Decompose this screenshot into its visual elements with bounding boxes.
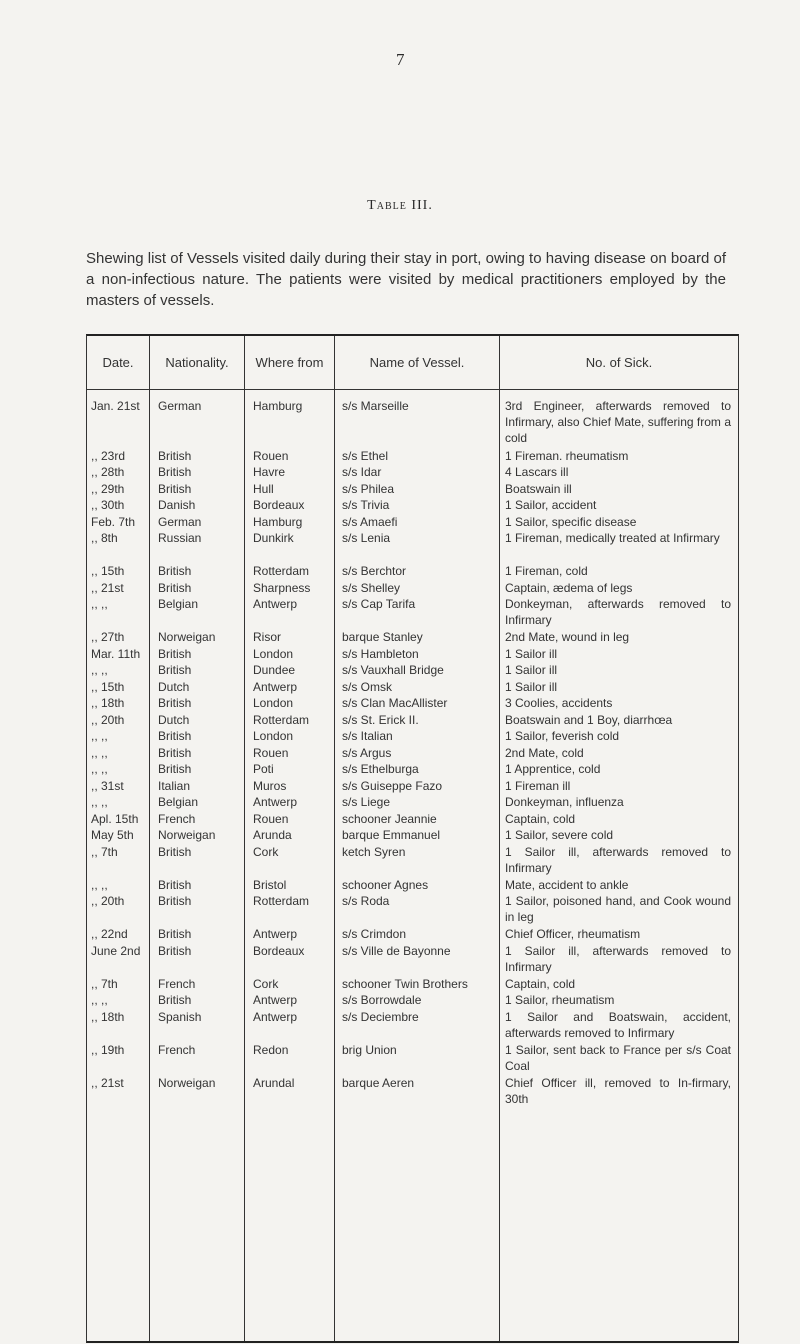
cell-sick: 1 Fireman, cold: [505, 564, 588, 578]
cell-date: ,, 28th: [91, 465, 125, 479]
header-vessel-name: Name of Vessel.: [369, 355, 465, 370]
cell-vessel: schooner Twin Brothers: [342, 976, 468, 991]
cell-from: Arundal: [253, 1075, 295, 1090]
cell-from: Hull: [253, 481, 274, 496]
cell-sick: 2nd Mate, cold: [505, 745, 584, 760]
cell-sick: Captain, cold: [505, 976, 576, 991]
cell-nationality: British: [158, 564, 192, 578]
cell-vessel: s/s Philea: [342, 481, 395, 496]
cell-from: Poti: [253, 762, 274, 776]
page-number: 7: [396, 50, 405, 69]
cell-from: Antwerp: [253, 993, 298, 1007]
cell-sick: Chief Officer, rheumatism: [505, 927, 641, 941]
cell-date: ,, 15th: [91, 679, 125, 694]
cell-vessel: brig Union: [342, 1042, 397, 1057]
cell-sick: Captain, ædema of legs: [505, 580, 633, 595]
cell-vessel: schooner Agnes: [342, 877, 429, 892]
cell-date: ,, 7th: [91, 976, 118, 991]
cell-nationality: British: [158, 894, 192, 908]
cell-nationality: British: [158, 943, 192, 958]
cell-vessel: s/s Shelley: [342, 580, 401, 595]
cell-from: Rouen: [253, 448, 289, 463]
cell-sick: Chief Officer ill, removed to In-firmary, 30th: [505, 1075, 731, 1106]
cell-vessel: barque Emmanuel: [342, 828, 441, 842]
header-where-from: Where from: [255, 355, 324, 370]
cell-nationality: Norweigan: [158, 828, 216, 842]
cell-date: ,, 30th: [91, 498, 125, 512]
cell-from: Bordeaux: [253, 943, 305, 958]
cell-nationality: British: [158, 729, 192, 743]
cell-nationality: Spanish: [158, 1009, 202, 1024]
column-divider: [334, 336, 335, 1341]
cell-nationality: Dutch: [158, 712, 190, 727]
cell-sick: 1 Sailor, poisoned hand, and Cook wound in leg: [505, 894, 731, 924]
cell-date: Feb. 7th: [91, 514, 136, 529]
cell-nationality: Norweigan: [158, 1075, 216, 1090]
cell-nationality: British: [158, 663, 192, 677]
cell-vessel: s/s Guiseppe Fazo: [342, 778, 443, 793]
cell-vessel: s/s Idar: [342, 465, 382, 479]
cell-nationality: British: [158, 844, 192, 859]
cell-date: ,, 21st: [91, 1075, 124, 1090]
cell-nationality: British: [158, 580, 192, 595]
cell-nationality: French: [158, 811, 196, 826]
cell-nationality: Belgian: [158, 795, 199, 809]
cell-vessel: s/s Deciembre: [342, 1009, 419, 1024]
header-date: Date.: [102, 355, 134, 370]
cell-from: Havre: [253, 465, 286, 479]
cell-date: Apl. 15th: [91, 811, 139, 826]
cell-from: Antwerp: [253, 795, 298, 809]
cell-date: Jan. 21st: [91, 399, 140, 413]
cell-vessel: s/s Crimdon: [342, 927, 407, 941]
cell-vessel: s/s Cap Tarifa: [342, 597, 416, 611]
header-no-of-sick: No. of Sick.: [585, 355, 653, 370]
cell-date: ,, 23rd: [91, 448, 126, 463]
column-divider: [244, 336, 245, 1341]
cell-from: Sharpness: [253, 580, 311, 595]
column-divider: [149, 336, 150, 1341]
cell-from: Hamburg: [253, 399, 303, 413]
cell-sick: Donkeyman, influenza: [505, 795, 624, 809]
cell-date: ,, 15th: [91, 564, 125, 578]
cell-sick: Mate, accident to ankle: [505, 877, 629, 892]
cell-vessel: s/s St. Erick II.: [342, 712, 419, 727]
cell-vessel: s/s Berchtor: [342, 564, 407, 578]
header-nationality: Nationality.: [165, 355, 229, 370]
cell-nationality: Dutch: [158, 679, 190, 694]
cell-sick: 1 Fireman, medically treated at Infirmary: [505, 531, 720, 545]
cell-from: Cork: [253, 844, 279, 859]
cell-from: Dunkirk: [253, 531, 294, 545]
cell-sick: 1 Apprentice, cold: [505, 762, 601, 776]
cell-date: ,, ,,: [91, 663, 108, 677]
cell-date: ,, 8th: [91, 531, 118, 545]
cell-sick: 3 Coolies, accidents: [505, 696, 613, 710]
cell-date: ,, 19th: [91, 1042, 125, 1057]
cell-sick: Donkeyman, afterwards removed to Infirmary: [505, 597, 731, 627]
cell-sick: 1 Sailor, specific disease: [505, 514, 637, 529]
cell-sick: 1 Sailor, rheumatism: [505, 993, 615, 1007]
cell-vessel: s/s Marseille: [342, 399, 409, 413]
cell-nationality: German: [158, 399, 202, 413]
cell-vessel: s/s Borrowdale: [342, 993, 422, 1007]
cell-date: May 5th: [91, 828, 134, 842]
cell-vessel: s/s Clan MacAllister: [342, 696, 448, 710]
cell-from: Arunda: [253, 828, 292, 842]
cell-from: Antwerp: [253, 1009, 298, 1024]
cell-from: Antwerp: [253, 927, 298, 941]
cell-sick: 1 Sailor ill: [505, 679, 558, 694]
column-divider: [499, 336, 500, 1341]
table-caption: Shewing list of Vessels visited daily during their stay in port, owing to having disease on board of a non-infectious nature. The patients were visited by medical practitioners employed by the masters of vessels.: [86, 250, 726, 309]
cell-date: Mar. 11th: [91, 646, 141, 661]
cell-vessel: barque Stanley: [342, 630, 423, 644]
cell-date: ,, ,,: [91, 729, 108, 743]
cell-date: ,, 27th: [91, 630, 125, 644]
cell-nationality: British: [158, 465, 192, 479]
cell-nationality: British: [158, 877, 192, 892]
cell-sick: 1 Fireman. rheumatism: [505, 448, 629, 463]
cell-vessel: ketch Syren: [342, 844, 406, 859]
cell-from: London: [253, 646, 294, 661]
cell-vessel: s/s Omsk: [342, 679, 392, 694]
cell-from: Risor: [253, 630, 282, 644]
cell-vessel: s/s Argus: [342, 745, 392, 760]
cell-date: ,, ,,: [91, 745, 108, 760]
cell-date: ,, 21st: [91, 580, 124, 595]
cell-sick: 1 Sailor, accident: [505, 498, 597, 512]
header-rule: [87, 389, 738, 390]
cell-date: ,, ,,: [91, 597, 108, 611]
cell-date: ,, 18th: [91, 1009, 125, 1024]
cell-vessel: s/s Amaefi: [342, 514, 398, 529]
cell-sick: 1 Fireman ill: [505, 778, 571, 793]
cell-from: Muros: [253, 778, 287, 793]
cell-sick: 1 Sailor ill, afterwards removed to Infirmary: [505, 844, 731, 875]
cell-date: ,, ,,: [91, 795, 108, 809]
cell-date: ,, 29th: [91, 481, 125, 496]
cell-from: Rotterdam: [253, 712, 310, 727]
cell-from: Antwerp: [253, 597, 298, 611]
cell-from: Rotterdam: [253, 894, 310, 908]
cell-sick: 1 Sailor ill, afterwards removed to Infirmary: [505, 943, 731, 974]
cell-nationality: British: [158, 993, 192, 1007]
cell-nationality: British: [158, 696, 192, 710]
cell-from: Antwerp: [253, 679, 298, 694]
cell-vessel: s/s Ethelburga: [342, 762, 419, 776]
cell-sick: 1 Sailor, feverish cold: [505, 729, 620, 743]
cell-nationality: Russian: [158, 531, 202, 545]
cell-nationality: Norweigan: [158, 630, 216, 644]
cell-from: Cork: [253, 976, 279, 991]
cell-nationality: French: [158, 976, 196, 991]
cell-from: London: [253, 696, 294, 710]
cell-vessel: s/s Lenia: [342, 531, 391, 545]
cell-nationality: British: [158, 448, 192, 463]
cell-vessel: schooner Jeannie: [342, 811, 437, 826]
cell-sick: 2nd Mate, wound in leg: [505, 630, 630, 644]
cell-date: ,, ,,: [91, 762, 108, 776]
cell-from: Rouen: [253, 745, 289, 760]
cell-sick: 1 Sailor ill: [505, 646, 558, 661]
cell-vessel: s/s Trivia: [342, 498, 390, 512]
cell-nationality: British: [158, 481, 192, 496]
cell-vessel: barque Aeren: [342, 1075, 415, 1090]
cell-nationality: German: [158, 514, 202, 529]
cell-vessel: s/s Ethel: [342, 448, 389, 463]
cell-nationality: French: [158, 1042, 196, 1057]
cell-vessel: s/s Vauxhall Bridge: [342, 663, 444, 677]
cell-sick: 1 Sailor, severe cold: [505, 828, 614, 842]
cell-sick: 3rd Engineer, afterwards removed to Infirmary, also Chief Mate, suffering from a cold: [505, 399, 731, 445]
cell-date: ,, 7th: [91, 844, 118, 859]
cell-date: ,, ,,: [91, 993, 108, 1007]
cell-sick: 4 Lascars ill: [505, 465, 569, 479]
cell-date: ,, 20th: [91, 712, 125, 727]
cell-sick: Captain, cold: [505, 811, 576, 826]
cell-vessel: s/s Ville de Bayonne: [342, 943, 451, 958]
cell-vessel: s/s Italian: [342, 729, 393, 743]
cell-from: London: [253, 729, 294, 743]
cell-sick: Boatswain ill: [505, 481, 572, 496]
cell-vessel: s/s Liege: [342, 795, 391, 809]
cell-from: Redon: [253, 1042, 289, 1057]
cell-from: Dundee: [253, 663, 296, 677]
cell-date: ,, 20th: [91, 894, 125, 908]
cell-sick: Boatswain and 1 Boy, diarrhœa: [505, 712, 673, 727]
cell-date: June 2nd: [91, 943, 141, 958]
cell-sick: 1 Sailor ill: [505, 663, 558, 677]
cell-nationality: British: [158, 762, 192, 776]
cell-nationality: British: [158, 745, 192, 760]
cell-nationality: Danish: [158, 498, 196, 512]
table-title: Table III.: [367, 198, 433, 213]
cell-from: Bristol: [253, 877, 287, 892]
cell-sick: 1 Sailor, sent back to France per s/s Coat Coal: [505, 1042, 731, 1073]
cell-from: Bordeaux: [253, 498, 305, 512]
vessels-table: [86, 334, 739, 1343]
cell-nationality: Italian: [158, 778, 191, 793]
cell-from: Rouen: [253, 811, 289, 826]
cell-nationality: British: [158, 646, 192, 661]
cell-date: ,, 22nd: [91, 927, 128, 941]
cell-nationality: British: [158, 927, 192, 941]
cell-from: Rotterdam: [253, 564, 310, 578]
cell-sick: 1 Sailor and Boatswain, accident, afterwards removed to Infirmary: [505, 1009, 731, 1040]
cell-date: ,, 18th: [91, 696, 125, 710]
cell-nationality: Belgian: [158, 597, 199, 611]
cell-date: ,, 31st: [91, 778, 124, 793]
cell-vessel: s/s Roda: [342, 894, 390, 908]
cell-from: Hamburg: [253, 514, 303, 529]
cell-date: ,, ,,: [91, 877, 108, 892]
cell-vessel: s/s Hambleton: [342, 646, 419, 661]
